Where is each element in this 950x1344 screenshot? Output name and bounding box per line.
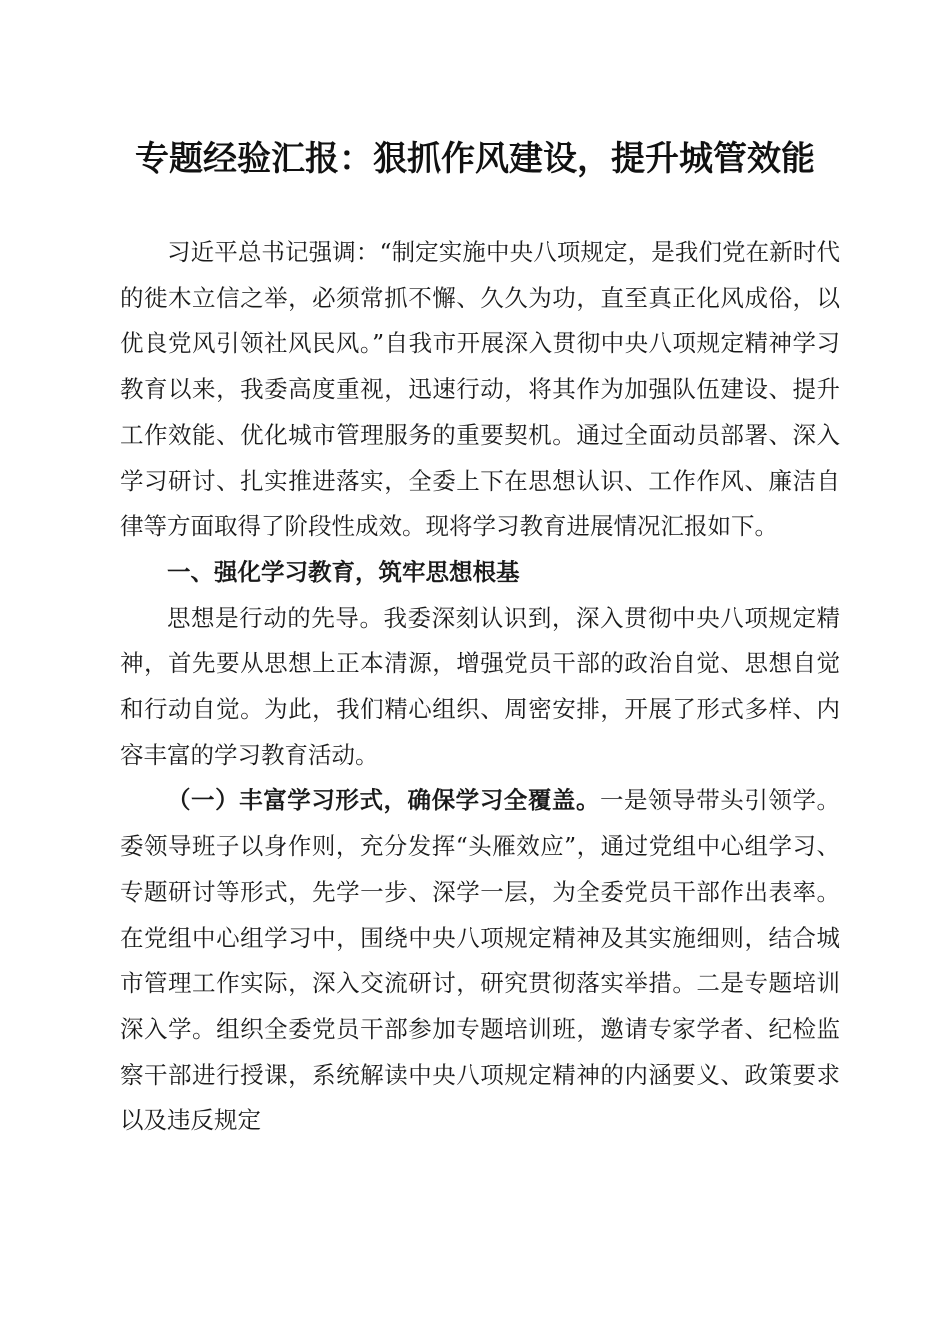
subsection-1-text: 一是领导带头引领学。委领导班子以身作则，充分发挥“头雁效应”，通过党组中心组学习、专题研讨等形式，先学一步、深学一层，为全委党员干部作出表率。在党组中心组学习中，围绕中央八项规定精神及其实施细则，结合城市管理工作实际，深入交流研讨，研究贯彻落实举措。二是专题培训深入学。组织全委党员干部参加专题培训班，邀请专家学者、纪检监察干部进行授课，系统解读中央八项规定精神的内涵要义、政策要求以及违反规定: [120, 786, 840, 1135]
section-1-heading: 一、强化学习教育，筑牢思想根基: [167, 557, 520, 586]
document-title: 专题经验汇报：狠抓作风建设，提升城管效能: [135, 139, 815, 179]
section-1-paragraph: 思想是行动的先导。我委深刻认识到，深入贯彻中央八项规定精神，首先要从思想上正本清源，增强党员干部的政治自觉、思想自觉和行动自觉。为此，我们精心组织、周密安排，开展了形式多样、内容丰富的学习教育活动。: [120, 603, 840, 769]
subsection-1-paragraph: [120, 778, 840, 1144]
intro-paragraph: 习近平总书记强调：“制定实施中央八项规定，是我们党在新时代的徙木立信之举，必须常抓不懈、久久为功，直至真正化风成俗，以优良党风引领社风民风。”自我市开展深入贯彻中央八项规定精神学习教育以来，我委高度重视，迅速行动，将其作为加强队伍建设、提升工作效能、优化城市管理服务的重要契机。通过全面动员部署、深入学习研讨、扎实推进落实，全委上下在思想认识、工作作风、廉洁自律等方面取得了阶段性成效。现将学习教育进展情况汇报如下。: [120, 238, 840, 541]
document-body: [120, 230, 840, 1144]
subsection-1-heading: （一）丰富学习形式，确保学习全覆盖。: [167, 786, 600, 815]
